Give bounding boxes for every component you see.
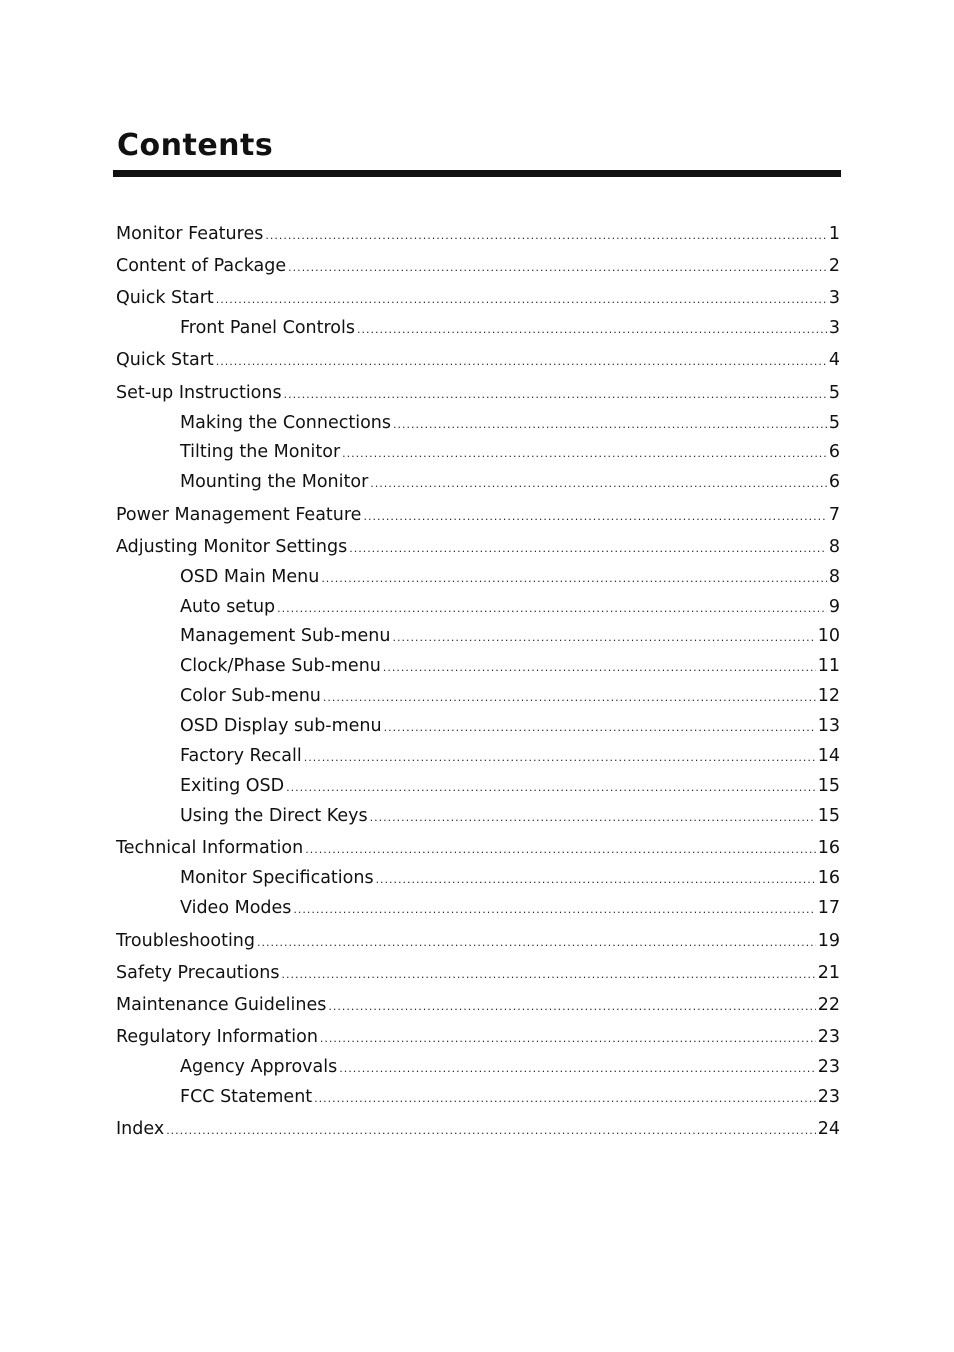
toc-page-number: 9: [828, 597, 840, 617]
toc-subentry[interactable]: [180, 896, 840, 920]
toc-dot-leader: [392, 626, 815, 650]
toc-dot-leader: [305, 838, 815, 862]
toc-page-number: 4: [828, 350, 840, 370]
toc-dot-leader: [286, 776, 816, 800]
page-title: Contents: [117, 128, 274, 163]
toc-dot-leader: [216, 350, 827, 374]
toc-entry[interactable]: [116, 503, 840, 527]
toc-subentry[interactable]: [180, 744, 840, 768]
toc-subentry[interactable]: [180, 714, 840, 738]
toc-page-number: 10: [817, 626, 840, 646]
toc-entry-label: Maintenance Guidelines: [116, 995, 327, 1015]
toc-entry-label: Clock/Phase Sub-menu: [180, 656, 381, 676]
toc-entry-label: Factory Recall: [180, 746, 302, 766]
toc-dot-leader: [393, 413, 827, 437]
toc-page-number: 16: [817, 868, 840, 888]
toc-subentry[interactable]: [180, 684, 840, 708]
toc-page-number: 15: [817, 806, 840, 826]
toc-page-number: 24: [817, 1119, 840, 1139]
toc-entry[interactable]: [116, 836, 840, 860]
toc-page-number: 7: [828, 505, 840, 525]
toc-dot-leader: [320, 1027, 816, 1051]
toc-dot-leader: [384, 716, 816, 740]
toc-subentry[interactable]: [180, 565, 840, 589]
toc-page-number: 23: [817, 1057, 840, 1077]
toc-dot-leader: [304, 746, 816, 770]
toc-page-number: 19: [817, 931, 840, 951]
toc-entry[interactable]: [116, 1117, 840, 1141]
toc-entry-label: Adjusting Monitor Settings: [116, 537, 348, 557]
toc-dot-leader: [383, 656, 816, 680]
toc-entry-label: Set-up Instructions: [116, 383, 282, 403]
toc-page-number: 5: [828, 383, 840, 403]
toc-subentry[interactable]: [180, 654, 840, 678]
toc-dot-leader: [265, 224, 827, 248]
toc-entry-label: Quick Start: [116, 350, 214, 370]
toc-entry-label: Content of Package: [116, 256, 287, 276]
toc-page-number: 5: [828, 413, 840, 433]
toc-page-number: 17: [817, 898, 840, 918]
toc-page-number: 21: [817, 963, 840, 983]
toc-page-number: 15: [817, 776, 840, 796]
toc-page-number: 13: [817, 716, 840, 736]
toc-entry-label: OSD Display sub-menu: [180, 716, 382, 736]
toc-subentry[interactable]: [180, 804, 840, 828]
toc-page-number: 12: [817, 686, 840, 706]
toc-subentry[interactable]: [180, 1055, 840, 1079]
toc-entry-label: Mounting the Monitor: [180, 472, 369, 492]
toc-entry-label: Troubleshooting: [116, 931, 256, 951]
toc-entry-label: Regulatory Information: [116, 1027, 318, 1047]
toc-dot-leader: [216, 288, 827, 312]
toc-dot-leader: [357, 318, 827, 342]
toc-page-number: 6: [828, 442, 840, 462]
toc-entry[interactable]: [116, 993, 840, 1017]
toc-entry-label: Tilting the Monitor: [180, 442, 341, 462]
toc-page-number: 3: [828, 288, 840, 308]
toc-entry[interactable]: [116, 222, 840, 246]
toc-entry[interactable]: [116, 961, 840, 985]
toc-page-number: 11: [817, 656, 840, 676]
toc-entry-label: Using the Direct Keys: [180, 806, 368, 826]
toc-entry-label: Management Sub-menu: [180, 626, 391, 646]
toc-entry-label: Auto setup: [180, 597, 276, 617]
toc-entry[interactable]: [116, 254, 840, 278]
toc-entry-label: Front Panel Controls: [180, 318, 355, 338]
toc-subentry[interactable]: [180, 624, 840, 648]
toc-dot-leader: [339, 1057, 815, 1081]
toc-dot-leader: [277, 597, 827, 621]
toc-subentry[interactable]: [180, 774, 840, 798]
toc-page-number: 23: [817, 1087, 840, 1107]
toc-subentry[interactable]: [180, 595, 840, 619]
toc-dot-leader: [363, 505, 826, 529]
toc-page-number: 8: [828, 537, 840, 557]
toc-entry-label: Quick Start: [116, 288, 214, 308]
toc-subentry[interactable]: [180, 1085, 840, 1109]
toc-subentry[interactable]: [180, 470, 840, 494]
toc-page-number: 23: [817, 1027, 840, 1047]
toc-entry-label: Power Management Feature: [116, 505, 362, 525]
toc-entry-label: Monitor Features: [116, 224, 264, 244]
toc-page-number: 6: [828, 472, 840, 492]
toc-dot-leader: [370, 806, 816, 830]
toc-entry-label: Agency Approvals: [180, 1057, 338, 1077]
toc-entry-label: Exiting OSD: [180, 776, 285, 796]
toc-entry[interactable]: [116, 535, 840, 559]
toc-entry[interactable]: [116, 929, 840, 953]
toc-entry-label: Color Sub-menu: [180, 686, 321, 706]
toc-dot-leader: [288, 256, 827, 280]
toc-entry-label: Video Modes: [180, 898, 292, 918]
toc-dot-leader: [281, 963, 815, 987]
toc-page-number: 3: [828, 318, 840, 338]
toc-page-number: 2: [828, 256, 840, 276]
toc-entry[interactable]: [116, 348, 840, 372]
toc-entry-label: OSD Main Menu: [180, 567, 320, 587]
toc-entry-label: FCC Statement: [180, 1087, 313, 1107]
toc-subentry[interactable]: [180, 866, 840, 890]
toc-dot-leader: [293, 898, 815, 922]
toc-entry[interactable]: [116, 1025, 840, 1049]
toc-page-number: 14: [817, 746, 840, 766]
toc-page-number: 8: [828, 567, 840, 587]
toc-subentry[interactable]: [180, 440, 840, 464]
toc-dot-leader: [328, 995, 815, 1019]
toc-dot-leader: [349, 537, 827, 561]
toc-entry-label: Safety Precautions: [116, 963, 280, 983]
toc-dot-leader: [376, 868, 816, 892]
toc-entry-label: Technical Information: [116, 838, 304, 858]
toc-entry[interactable]: [116, 381, 840, 405]
toc-page-number: 1: [828, 224, 840, 244]
toc-entry-label: Monitor Specifications: [180, 868, 374, 888]
toc-dot-leader: [323, 686, 816, 710]
toc-subentry[interactable]: [180, 411, 840, 435]
toc-dot-leader: [257, 931, 816, 955]
toc-dot-leader: [342, 442, 827, 466]
toc-dot-leader: [314, 1087, 816, 1111]
toc-entry-label: Index: [116, 1119, 165, 1139]
toc-dot-leader: [321, 567, 827, 591]
toc-entry-label: Making the Connections: [180, 413, 391, 433]
toc-entry[interactable]: [116, 286, 840, 310]
toc-dot-leader: [370, 472, 827, 496]
toc-subentry[interactable]: [180, 316, 840, 340]
toc-dot-leader: [166, 1119, 816, 1143]
toc-page-number: 16: [817, 838, 840, 858]
toc-dot-leader: [284, 383, 827, 407]
toc-page-number: 22: [817, 995, 840, 1015]
